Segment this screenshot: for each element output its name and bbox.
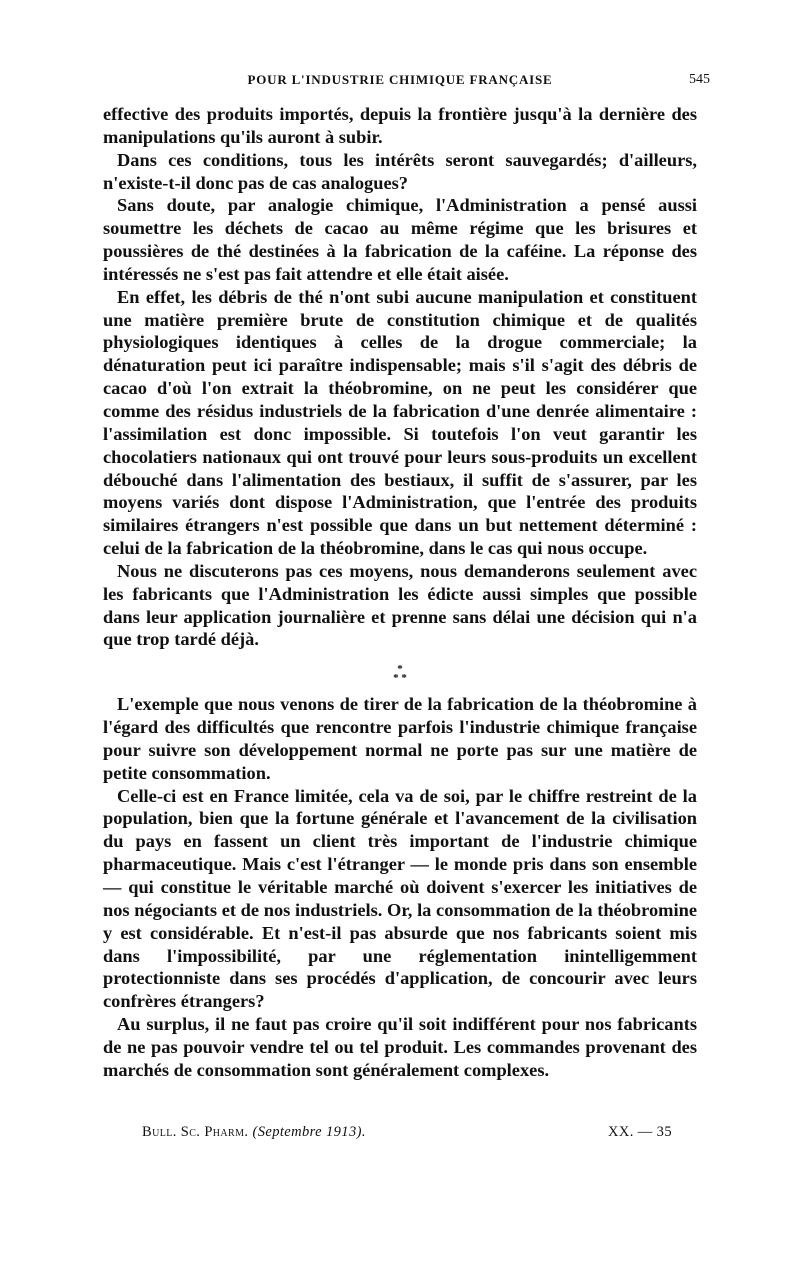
separator-stars-bottom: * * bbox=[393, 672, 407, 685]
journal-abbreviation: Bull. Sc. Pharm. bbox=[142, 1124, 249, 1140]
running-title: POUR L'INDUSTRIE CHIMIQUE FRANÇAISE bbox=[247, 72, 553, 87]
signature-mark: XX. — 35 bbox=[607, 1124, 672, 1140]
page-number: 545 bbox=[689, 72, 710, 87]
paragraph: Nous ne discuterons pas ces moyens, nous demanderons seulement avec les fabricants que l'Administration les édicte aussi simples que possible dans leur application journalière et prenne sans délai une décision qui n'a que trop tardé déjà. bbox=[103, 560, 697, 650]
running-header bbox=[90, 72, 710, 96]
issue-date: (Septembre 1913). bbox=[252, 1124, 366, 1140]
footer-citation bbox=[142, 1124, 366, 1141]
paragraph: Dans ces conditions, tous les intérêts seront sauvegardés; d'ailleurs, n'existe-t-il donc pas de cas analogues? bbox=[103, 149, 697, 193]
separator-star-top: * bbox=[397, 663, 403, 676]
paragraph: Celle-ci est en France limitée, cela va de soi, par le chiffre restreint de la population, bien que la fortune générale et l'avancement de la civilisation du pays en fassent un client très important de l'industrie chimique pharmaceutique. Mais c'est l'étranger — le monde pris dans son ensemble — qui constitue le véritable marché où doivent s'exercer les initiatives de nos négociants et de nos industriels. Or, la consommation de la théobromine y est considérable. Et n'est-il pas absurde que nos fabricants soient mis dans l'impossibilité, par une réglementation inintelligemment protectionniste dans ses procédés d'application, de concourir avec leurs confrères étrangers? bbox=[103, 785, 697, 1012]
paragraph: En effet, les débris de thé n'ont subi aucune manipulation et constituent une matière première brute de constitution chimique et de qualités physiologiques identiques à celles de la drogue commerciale; la dénaturation peut ici paraître indispensable; mais s'il s'agit des débris de cacao d'où l'on extrait la théobromine, on ne peut les considérer que comme des résidus industriels de la fabrication d'une denrée alimentaire : l'assimilation est donc impossible. Si toutefois l'on veut garantir les chocolatiers nationaux qui ont trouvé pour leurs sous-produits un excellent débouché dans l'alimentation des bestiaux, il suffit de s'assurer, par les moyens variés dont dispose l'Administration, que l'entrée des produits similaires étrangers n'est possible que dans un but nettement déterminé : celui de la fabrication de la théobromine, dans le cas qui nous occupe. bbox=[103, 286, 697, 559]
paragraph: Sans doute, par analogie chimique, l'Administration a pensé aussi soumettre les déchets de cacao au même régime que les brisures et poussières de thé destinées à la fabrication de la caféine. La réponse des intéressés ne s'est pas fait attendre et elle était aisée. bbox=[103, 195, 697, 284]
paragraph-continued: effective des produits importés, depuis la frontière jusqu'à la dernière des manipulations qu'ils auront à subir. bbox=[103, 104, 697, 147]
paragraph: Au surplus, il ne faut pas croire qu'il soit indifférent pour nos fabricants de ne pas pouvoir vendre tel ou tel produit. Les commandes provenant des marchés de consommation sont généralement complexes. bbox=[103, 1014, 697, 1080]
section-separator bbox=[103, 651, 697, 693]
paragraph: L'exemple que nous venons de tirer de la fabrication de la théobromine à l'égard des difficultés que rencontre parfois l'industrie chimique française pour suivre son développement normal ne porte pas sur une matière de petite consommation. bbox=[103, 694, 697, 783]
body-text bbox=[103, 103, 697, 1082]
